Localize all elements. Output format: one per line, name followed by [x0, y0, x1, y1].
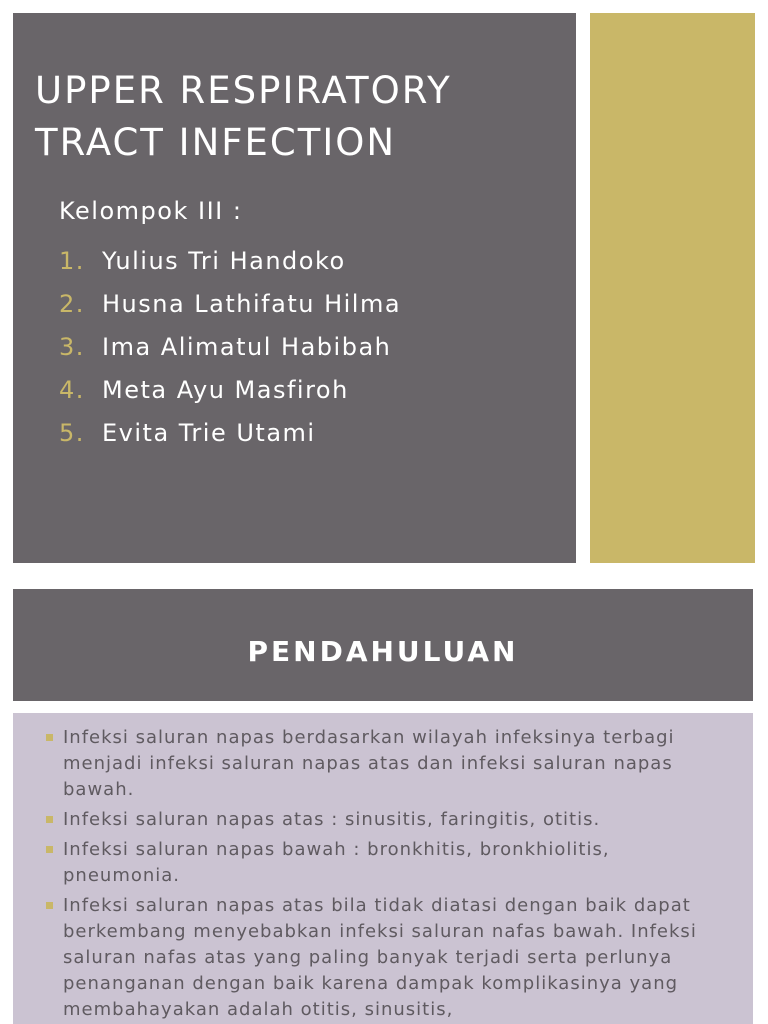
bullet-item [13, 837, 753, 889]
bullet-item [13, 725, 753, 803]
member-item [59, 325, 401, 368]
section-header-panel [13, 589, 753, 701]
member-name: Husna Lathifatu Hilma [102, 289, 402, 318]
member-item [59, 282, 401, 325]
bullet-square-icon [46, 902, 53, 909]
member-name: Yulius Tri Handoko [102, 246, 346, 275]
bullet-square-icon [46, 734, 53, 741]
bullet-square-icon [46, 846, 53, 853]
member-item [59, 411, 401, 454]
member-item [59, 239, 401, 282]
bullet-text: Infeksi saluran napas bawah : bronkhitis, bronkhiolitis, pneumonia. [63, 839, 610, 886]
bullet-list [13, 713, 753, 1023]
bullet-text: Infeksi saluran napas berdasarkan wilayah infeksinya terbagi menjadi infeksi saluran napas atas dan infeksi saluran napas bawah. [63, 727, 675, 800]
member-item [59, 368, 401, 411]
member-number: 3. [59, 332, 85, 361]
member-name: Meta Ayu Masfiroh [102, 375, 349, 404]
slide-title [35, 65, 555, 169]
slide-title-line-2: TRACT INFECTION [35, 121, 397, 164]
slide-title-line-1: UPPER RESPIRATORY [35, 69, 452, 112]
member-list [59, 239, 401, 454]
title-slide-panel [13, 13, 576, 563]
content-panel [13, 713, 753, 1024]
section-title: PENDAHULUAN [247, 634, 519, 668]
bullet-item [13, 807, 753, 833]
bullet-square-icon [46, 816, 53, 823]
accent-panel [590, 13, 755, 563]
member-number: 1. [59, 246, 85, 275]
member-name: Evita Trie Utami [102, 418, 316, 447]
group-label: Kelompok III : [59, 197, 243, 225]
member-number: 5. [59, 418, 85, 447]
member-name: Ima Alimatul Habibah [102, 332, 392, 361]
bullet-text: Infeksi saluran napas atas : sinusitis, faringitis, otitis. [63, 809, 601, 830]
member-number: 2. [59, 289, 85, 318]
member-number: 4. [59, 375, 85, 404]
bullet-text: Infeksi saluran napas atas bila tidak diatasi dengan baik dapat berkembang menyebabkan infeksi saluran nafas bawah. Infeksi saluran nafas atas yang paling banyak terjadi serta perlunya penanganan dengan baik karena dampak komplikasinya yang membahayakan adalah otitis, sinusitis, [63, 895, 697, 1020]
bullet-item [13, 893, 753, 1023]
